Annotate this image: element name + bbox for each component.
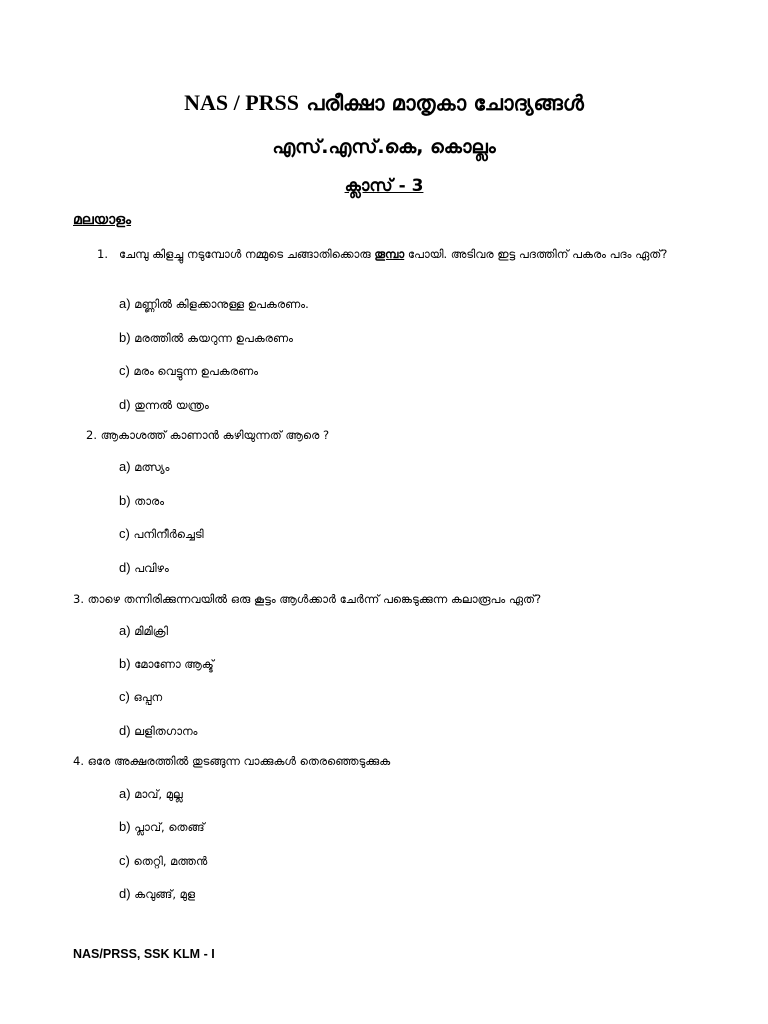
option-text: കവുങ്ങ്, മുള	[134, 887, 196, 901]
question-text-part: പോയി. അടിവര ഇട്ട പദത്തിന് പകരം പദം ഏത്?	[404, 247, 668, 261]
option-letter: a)	[119, 623, 131, 638]
title-latin: NAS / PRSS	[184, 90, 300, 115]
option-letter: c)	[119, 853, 130, 868]
option-letter: c)	[119, 689, 130, 704]
option-letter: d)	[119, 397, 131, 412]
option-text: മാവ്, മുല്ല	[134, 787, 183, 801]
option-1a	[119, 296, 309, 312]
option-3d	[119, 723, 198, 739]
office-name: എസ്.എസ്.കെ, കൊല്ലം	[272, 136, 496, 158]
option-text: മരം വെട്ടുന്ന ഉപകരണം	[133, 364, 259, 378]
option-2b	[119, 493, 164, 509]
question-1	[97, 245, 717, 264]
option-2c	[119, 526, 204, 542]
question-text: ഒരേ അക്ഷരത്തിൽ തുടങ്ങുന്ന വാക്കുകൾ തെരഞ്ഞെടുക്കുക	[87, 754, 391, 768]
option-letter: b)	[119, 819, 131, 834]
option-text: പ്ലാവ്, തെങ്ങ്	[134, 820, 205, 834]
option-text: ലളിതഗാനം	[134, 724, 198, 738]
question-number: 4.	[73, 754, 84, 768]
option-3c	[119, 689, 162, 705]
option-4b	[119, 819, 205, 835]
question-text: താഴെ തന്നിരിക്കുന്നവയിൽ ഒരു കൂട്ടം ആൾക്കാർ ചേർന്ന് പങ്കെടുക്കുന്ന കലാരൂപം ഏത്?	[87, 592, 542, 606]
question-number: 2.	[86, 428, 97, 442]
option-text: പനിനീർച്ചെടി	[133, 527, 204, 541]
option-2d	[119, 560, 169, 576]
document-title	[0, 90, 768, 116]
option-4a	[119, 786, 183, 802]
option-4c	[119, 853, 207, 869]
question-number: 1.	[97, 247, 108, 261]
option-text: മോണോ ആക്ട്	[134, 657, 214, 671]
option-text: മണ്ണിൽ കിളക്കാനുള്ള ഉപകരണം.	[134, 297, 309, 311]
page-footer: NAS/PRSS, SSK KLM - I	[73, 947, 215, 961]
option-letter: a)	[119, 459, 131, 474]
option-text: താരം	[134, 494, 165, 508]
option-letter: b)	[119, 330, 131, 345]
option-2a	[119, 459, 169, 475]
option-1c	[119, 363, 258, 379]
question-4	[73, 752, 390, 771]
option-letter: c)	[119, 363, 130, 378]
option-letter: d)	[119, 886, 131, 901]
question-text-part: ചേമ്പു കിളച്ചു നടുമ്പോൾ നമ്മുടെ ചങ്ങാതിക്കൊരു	[119, 247, 375, 261]
option-text: മത്സ്യം	[134, 460, 170, 474]
question-3	[73, 590, 541, 609]
question-2	[86, 426, 329, 445]
question-number: 3.	[73, 592, 84, 606]
option-1d	[119, 397, 209, 413]
class-label: ക്ലാസ് - 3	[344, 176, 424, 196]
question-text	[119, 245, 717, 264]
option-text: തുന്നൽ യന്ത്രം	[134, 398, 209, 412]
option-letter: a)	[119, 296, 131, 311]
option-letter: d)	[119, 723, 131, 738]
question-text: ആകാശത്ത് കാണാൻ കഴിയുന്നത് ആരെ ?	[100, 428, 330, 442]
option-letter: d)	[119, 560, 131, 575]
option-3b	[119, 656, 214, 672]
title-malayalam: പരീക്ഷാ മാതൃകാ ചോദ്യങ്ങൾ	[306, 91, 584, 115]
option-3a	[119, 623, 168, 639]
option-text: മരത്തിൽ കയറുന്ന ഉപകരണം	[134, 331, 293, 345]
option-letter: b)	[119, 493, 131, 508]
underlined-word: തൂമ്പാ	[374, 247, 405, 261]
section-heading: മലയാളം	[73, 212, 132, 228]
option-1b	[119, 330, 293, 346]
option-text: പവിഴം	[134, 561, 169, 575]
option-text: ഒപ്പന	[133, 690, 163, 704]
option-letter: a)	[119, 786, 131, 801]
option-letter: c)	[119, 526, 130, 541]
option-text: തെറ്റി, മത്തൻ	[133, 854, 208, 868]
option-text: മിമിക്രി	[134, 624, 168, 638]
option-letter: b)	[119, 656, 131, 671]
option-4d	[119, 886, 195, 902]
